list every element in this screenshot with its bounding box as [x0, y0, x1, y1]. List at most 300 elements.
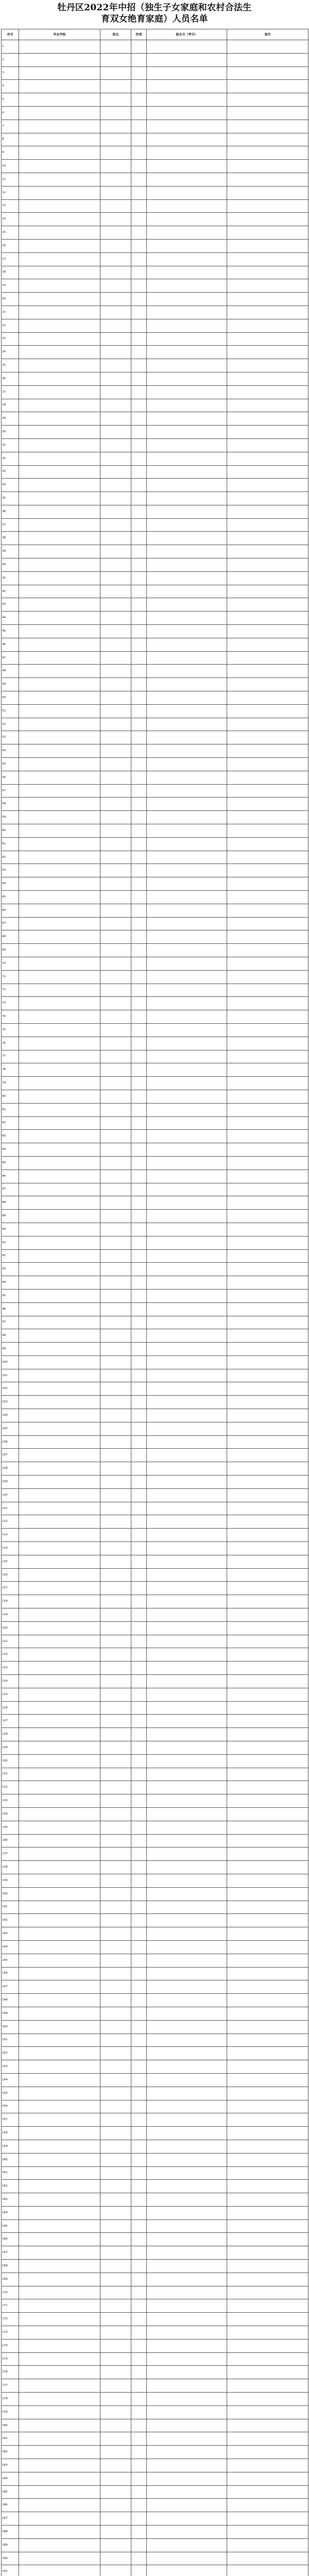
- cell-name: [100, 784, 131, 798]
- cell-name: [100, 1010, 131, 1024]
- cell-sex: [131, 1196, 147, 1210]
- cell-note: [227, 2393, 308, 2406]
- cell-no: 174: [2, 2339, 19, 2352]
- cell-no: 23: [2, 332, 19, 346]
- cell-school: [19, 2113, 100, 2127]
- cell-exam-id: [147, 837, 227, 851]
- cell-exam-id: [147, 678, 227, 691]
- cell-exam-id: [147, 2313, 227, 2326]
- cell-school: [19, 1183, 100, 1196]
- cell-name: [100, 638, 131, 651]
- cell-sex: [131, 426, 147, 439]
- table-row: [2, 1940, 308, 1954]
- cell-note: [227, 1276, 308, 1290]
- cell-school: [19, 2379, 100, 2393]
- cell-exam-id: [147, 2432, 227, 2446]
- cell-note: [227, 2299, 308, 2313]
- cell-school: [19, 332, 100, 346]
- cell-note: [227, 2180, 308, 2193]
- cell-name: [100, 1476, 131, 1489]
- cell-no: 50: [2, 691, 19, 705]
- cell-note: [227, 1621, 308, 1635]
- table-row: [2, 864, 308, 877]
- cell-school: [19, 293, 100, 306]
- cell-sex: [131, 1316, 147, 1329]
- cell-name: [100, 1954, 131, 1967]
- cell-note: [227, 1249, 308, 1263]
- table-row: [2, 1794, 308, 1808]
- cell-note: [227, 1927, 308, 1941]
- cell-exam-id: [147, 505, 227, 518]
- cell-note: [227, 2565, 308, 2576]
- table-row: [2, 2140, 308, 2153]
- table-row: [2, 1701, 308, 1715]
- table-row: [2, 877, 308, 891]
- cell-name: [100, 1223, 131, 1236]
- cell-exam-id: [147, 1688, 227, 1701]
- cell-exam-id: [147, 970, 227, 984]
- cell-school: [19, 771, 100, 784]
- cell-sex: [131, 1103, 147, 1116]
- cell-school: [19, 957, 100, 970]
- cell-no: 94: [2, 1276, 19, 1290]
- cell-sex: [131, 2405, 147, 2419]
- cell-name: [100, 332, 131, 346]
- cell-sex: [131, 558, 147, 572]
- cell-sex: [131, 2233, 147, 2246]
- cell-name: [100, 2113, 131, 2127]
- cell-school: [19, 120, 100, 133]
- cell-no: 104: [2, 1409, 19, 1422]
- cell-school: [19, 545, 100, 558]
- cell-exam-id: [147, 904, 227, 917]
- cell-exam-id: [147, 2153, 227, 2166]
- cell-note: [227, 1409, 308, 1422]
- cell-school: [19, 1555, 100, 1568]
- cell-sex: [131, 2472, 147, 2485]
- cell-sex: [131, 2459, 147, 2472]
- cell-note: [227, 877, 308, 891]
- cell-name: [100, 1861, 131, 1874]
- cell-school: [19, 40, 100, 54]
- cell-no: 121: [2, 1635, 19, 1648]
- cell-sex: [131, 2127, 147, 2140]
- cell-sex: [131, 2219, 147, 2233]
- cell-name: [100, 505, 131, 518]
- cell-exam-id: [147, 1715, 227, 1728]
- cell-note: [227, 1701, 308, 1715]
- cell-school: [19, 1741, 100, 1755]
- header-no: 序号: [2, 29, 19, 40]
- cell-sex: [131, 53, 147, 66]
- cell-exam-id: [147, 758, 227, 771]
- cell-no: 137: [2, 1848, 19, 1861]
- cell-exam-id: [147, 877, 227, 891]
- cell-no: 12: [2, 186, 19, 199]
- cell-school: [19, 718, 100, 731]
- cell-sex: [131, 226, 147, 240]
- cell-sex: [131, 1050, 147, 1063]
- cell-name: [100, 930, 131, 944]
- cell-note: [227, 133, 308, 146]
- cell-exam-id: [147, 1515, 227, 1529]
- cell-no: 45: [2, 625, 19, 638]
- cell-name: [100, 1834, 131, 1848]
- cell-sex: [131, 1156, 147, 1170]
- cell-no: 91: [2, 1236, 19, 1249]
- cell-sex: [131, 160, 147, 173]
- cell-exam-id: [147, 1249, 227, 1263]
- cell-school: [19, 1927, 100, 1941]
- cell-school: [19, 2499, 100, 2512]
- cell-note: [227, 1077, 308, 1090]
- cell-name: [100, 651, 131, 665]
- cell-exam-id: [147, 2352, 227, 2366]
- cell-sex: [131, 1980, 147, 1994]
- table-row: [2, 1249, 308, 1263]
- cell-sex: [131, 2060, 147, 2074]
- cell-no: 85: [2, 1156, 19, 1170]
- cell-sex: [131, 532, 147, 545]
- cell-exam-id: [147, 2405, 227, 2419]
- cell-no: 92: [2, 1249, 19, 1263]
- cell-no: 13: [2, 199, 19, 213]
- cell-exam-id: [147, 651, 227, 665]
- cell-exam-id: [147, 598, 227, 612]
- cell-name: [100, 1555, 131, 1568]
- cell-note: [227, 970, 308, 984]
- cell-name: [100, 1648, 131, 1662]
- cell-name: [100, 186, 131, 199]
- cell-note: [227, 1316, 308, 1329]
- table-row: [2, 545, 308, 558]
- table-row: [2, 2180, 308, 2193]
- cell-note: [227, 2446, 308, 2459]
- cell-note: [227, 2273, 308, 2286]
- cell-name: [100, 798, 131, 811]
- cell-exam-id: [147, 279, 227, 293]
- cell-name: [100, 1037, 131, 1050]
- cell-sex: [131, 1901, 147, 1914]
- cell-exam-id: [147, 120, 227, 133]
- cell-note: [227, 1196, 308, 1210]
- cell-note: [227, 1156, 308, 1170]
- cell-note: [227, 160, 308, 173]
- cell-sex: [131, 1927, 147, 1941]
- cell-name: [100, 2246, 131, 2260]
- cell-school: [19, 106, 100, 120]
- cell-note: [227, 2472, 308, 2485]
- table-row: [2, 226, 308, 240]
- cell-no: 10: [2, 160, 19, 173]
- cell-sex: [131, 1568, 147, 1582]
- table-row: [2, 2326, 308, 2340]
- cell-exam-id: [147, 1555, 227, 1568]
- cell-no: 190: [2, 2552, 19, 2565]
- cell-no: 175: [2, 2352, 19, 2366]
- cell-note: [227, 1210, 308, 1223]
- table-row: [2, 2153, 308, 2166]
- cell-no: 3: [2, 66, 19, 80]
- cell-school: [19, 2352, 100, 2366]
- cell-school: [19, 1090, 100, 1103]
- cell-name: [100, 1276, 131, 1290]
- cell-note: [227, 2352, 308, 2366]
- cell-sex: [131, 2565, 147, 2576]
- cell-sex: [131, 1435, 147, 1449]
- cell-exam-id: [147, 146, 227, 160]
- cell-note: [227, 293, 308, 306]
- cell-school: [19, 598, 100, 612]
- cell-note: [227, 731, 308, 744]
- cell-school: [19, 1901, 100, 1914]
- cell-note: [227, 1728, 308, 1741]
- cell-note: [227, 1130, 308, 1143]
- table-row: [2, 2087, 308, 2100]
- cell-note: [227, 1648, 308, 1662]
- cell-school: [19, 2153, 100, 2166]
- cell-name: [100, 1688, 131, 1701]
- table-row: [2, 2007, 308, 2020]
- cell-exam-id: [147, 984, 227, 997]
- cell-exam-id: [147, 346, 227, 359]
- cell-exam-id: [147, 93, 227, 107]
- cell-exam-id: [147, 2565, 227, 2576]
- table-row: [2, 2419, 308, 2432]
- cell-name: [100, 1063, 131, 1077]
- cell-note: [227, 2060, 308, 2074]
- cell-no: 150: [2, 2020, 19, 2033]
- table-row: [2, 2393, 308, 2406]
- cell-exam-id: [147, 80, 227, 93]
- cell-note: [227, 346, 308, 359]
- cell-name: [100, 2087, 131, 2100]
- table-row: [2, 771, 308, 784]
- cell-exam-id: [147, 452, 227, 465]
- cell-name: [100, 558, 131, 572]
- cell-school: [19, 2100, 100, 2113]
- cell-sex: [131, 2419, 147, 2432]
- cell-name: [100, 758, 131, 771]
- table-row: [2, 1236, 308, 1249]
- table-row: [2, 2472, 308, 2485]
- table-row: [2, 1156, 308, 1170]
- cell-school: [19, 1967, 100, 1980]
- cell-exam-id: [147, 2100, 227, 2113]
- cell-exam-id: [147, 571, 227, 585]
- cell-name: [100, 1170, 131, 1183]
- cell-name: [100, 1183, 131, 1196]
- cell-sex: [131, 704, 147, 718]
- cell-exam-id: [147, 771, 227, 784]
- cell-school: [19, 1515, 100, 1529]
- cell-sex: [131, 1010, 147, 1024]
- cell-school: [19, 891, 100, 904]
- cell-sex: [131, 1223, 147, 1236]
- cell-sex: [131, 399, 147, 412]
- cell-no: 33: [2, 465, 19, 479]
- table-row: [2, 1648, 308, 1662]
- cell-school: [19, 372, 100, 385]
- cell-school: [19, 1834, 100, 1848]
- cell-no: 159: [2, 2140, 19, 2153]
- table-row: [2, 1023, 308, 1037]
- cell-school: [19, 319, 100, 332]
- table-row: [2, 1116, 308, 1130]
- cell-no: 126: [2, 1701, 19, 1715]
- cell-exam-id: [147, 1848, 227, 1861]
- cell-no: 21: [2, 306, 19, 319]
- cell-exam-id: [147, 465, 227, 479]
- cell-name: [100, 1595, 131, 1608]
- table-row: [2, 2339, 308, 2352]
- cell-exam-id: [147, 186, 227, 199]
- cell-sex: [131, 2193, 147, 2207]
- cell-no: 22: [2, 319, 19, 332]
- table-row: [2, 704, 308, 718]
- cell-name: [100, 426, 131, 439]
- cell-note: [227, 1834, 308, 1848]
- cell-note: [227, 930, 308, 944]
- cell-no: 88: [2, 1196, 19, 1210]
- cell-no: 148: [2, 1994, 19, 2007]
- cell-name: [100, 199, 131, 213]
- cell-note: [227, 306, 308, 319]
- cell-school: [19, 2432, 100, 2446]
- table-row: [2, 2246, 308, 2260]
- cell-note: [227, 426, 308, 439]
- cell-sex: [131, 731, 147, 744]
- cell-name: [100, 837, 131, 851]
- cell-exam-id: [147, 199, 227, 213]
- cell-school: [19, 1130, 100, 1143]
- table-row: [2, 1608, 308, 1622]
- cell-name: [100, 2419, 131, 2432]
- cell-name: [100, 2446, 131, 2459]
- cell-note: [227, 2020, 308, 2033]
- cell-note: [227, 1675, 308, 1688]
- cell-no: 20: [2, 293, 19, 306]
- header-name: 姓名: [100, 29, 131, 40]
- table-row: [2, 1409, 308, 1422]
- table-row: [2, 385, 308, 399]
- cell-name: [100, 1422, 131, 1435]
- cell-note: [227, 2366, 308, 2379]
- cell-name: [100, 1967, 131, 1980]
- cell-no: 138: [2, 1861, 19, 1874]
- table-row: [2, 1289, 308, 1302]
- cell-no: 156: [2, 2100, 19, 2113]
- table-row: [2, 744, 308, 758]
- cell-exam-id: [147, 1289, 227, 1302]
- cell-school: [19, 1143, 100, 1157]
- table-row: [2, 1848, 308, 1861]
- cell-name: [100, 1901, 131, 1914]
- cell-school: [19, 2565, 100, 2576]
- cell-note: [227, 1582, 308, 1595]
- cell-exam-id: [147, 399, 227, 412]
- cell-name: [100, 984, 131, 997]
- cell-exam-id: [147, 1648, 227, 1662]
- table-row: [2, 1821, 308, 1834]
- cell-sex: [131, 1236, 147, 1249]
- cell-school: [19, 1037, 100, 1050]
- cell-sex: [131, 1914, 147, 1927]
- cell-note: [227, 2512, 308, 2526]
- cell-no: 132: [2, 1781, 19, 1794]
- cell-note: [227, 1529, 308, 1542]
- cell-note: [227, 891, 308, 904]
- table-row: [2, 917, 308, 930]
- cell-no: 24: [2, 346, 19, 359]
- cell-school: [19, 1675, 100, 1688]
- cell-sex: [131, 372, 147, 385]
- cell-no: 122: [2, 1648, 19, 1662]
- cell-sex: [131, 465, 147, 479]
- cell-school: [19, 66, 100, 80]
- cell-school: [19, 492, 100, 505]
- cell-note: [227, 571, 308, 585]
- cell-school: [19, 2273, 100, 2286]
- cell-school: [19, 784, 100, 798]
- cell-exam-id: [147, 1462, 227, 1476]
- table-row: [2, 1874, 308, 1887]
- table-row: [2, 558, 308, 572]
- cell-name: [100, 359, 131, 372]
- cell-school: [19, 239, 100, 252]
- cell-note: [227, 372, 308, 385]
- cell-no: 171: [2, 2299, 19, 2313]
- cell-name: [100, 2033, 131, 2047]
- cell-sex: [131, 585, 147, 598]
- cell-sex: [131, 1741, 147, 1755]
- cell-no: 179: [2, 2405, 19, 2419]
- cell-school: [19, 904, 100, 917]
- cell-note: [227, 2485, 308, 2499]
- cell-exam-id: [147, 1023, 227, 1037]
- cell-school: [19, 2526, 100, 2539]
- cell-sex: [131, 651, 147, 665]
- cell-name: [100, 1529, 131, 1542]
- table-row: [2, 199, 308, 213]
- cell-exam-id: [147, 2193, 227, 2207]
- cell-sex: [131, 1276, 147, 1290]
- cell-sex: [131, 771, 147, 784]
- cell-sex: [131, 851, 147, 864]
- cell-sex: [131, 2166, 147, 2180]
- table-row: [2, 186, 308, 199]
- cell-exam-id: [147, 1077, 227, 1090]
- cell-sex: [131, 1635, 147, 1648]
- cell-school: [19, 1343, 100, 1356]
- cell-school: [19, 2419, 100, 2432]
- cell-name: [100, 2299, 131, 2313]
- cell-school: [19, 1210, 100, 1223]
- cell-name: [100, 1449, 131, 1462]
- table-row: [2, 332, 308, 346]
- cell-note: [227, 1568, 308, 1582]
- cell-name: [100, 2339, 131, 2352]
- cell-no: 78: [2, 1063, 19, 1077]
- table-row: [2, 811, 308, 824]
- cell-no: 37: [2, 518, 19, 532]
- cell-name: [100, 957, 131, 970]
- table-row: [2, 279, 308, 293]
- cell-no: 71: [2, 970, 19, 984]
- cell-sex: [131, 2140, 147, 2153]
- cell-no: 43: [2, 598, 19, 612]
- cell-no: 11: [2, 173, 19, 186]
